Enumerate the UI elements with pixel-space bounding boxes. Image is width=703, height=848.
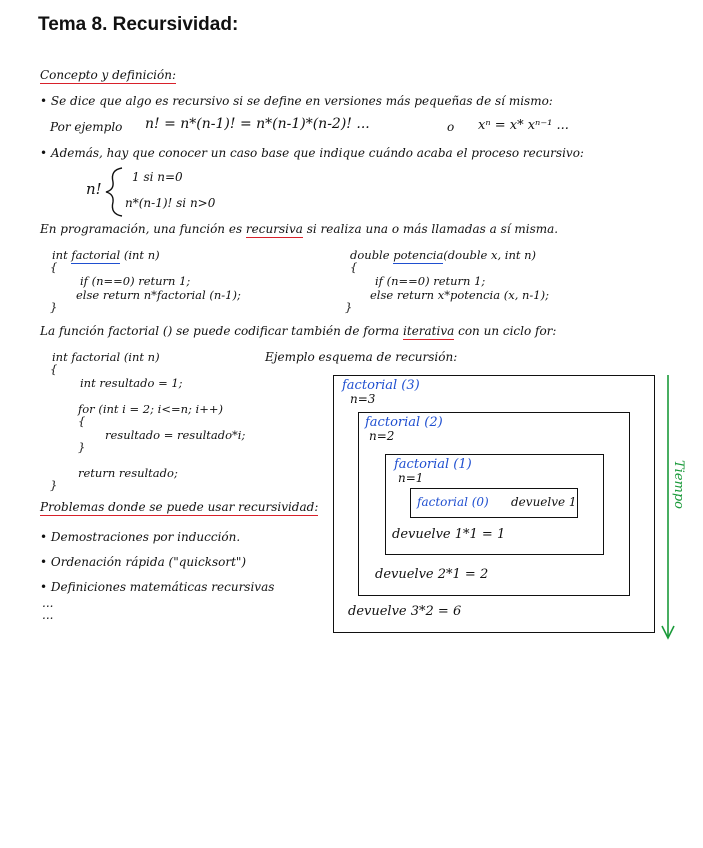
- call-return: devuelve 1*1 = 1: [392, 527, 506, 542]
- iter-signature: int factorial (int n): [52, 350, 160, 364]
- example-power: xⁿ = x* xⁿ⁻¹ ...: [478, 118, 569, 133]
- call-label: factorial (3): [342, 378, 420, 393]
- code-line: else return n*factorial (n-1);: [76, 288, 241, 302]
- bullet-caso-base: • Además, hay que conocer un caso base que indique cuándo acaba el proceso recursivo:: [40, 146, 584, 160]
- highlight-recursiva: recursiva: [245, 222, 303, 236]
- call-label: factorial (1): [394, 457, 472, 472]
- bullet-text: Además, hay que conocer un caso base que indique cuándo acaba el proceso recursivo:: [50, 146, 584, 160]
- brace-open: {: [350, 260, 358, 274]
- code-line: if (n==0) return 1;: [80, 274, 191, 288]
- call-return: devuelve 2*1 = 2: [375, 567, 489, 582]
- call-label: factorial (2): [365, 415, 443, 430]
- sig-pre: double: [350, 248, 394, 262]
- item-text: Ordenación rápida ("quicksort"): [50, 555, 247, 569]
- call-param: n=2: [369, 429, 395, 443]
- code-line: if (n==0) return 1;: [375, 274, 486, 288]
- brace-open: {: [50, 260, 58, 274]
- text-pre: La función factorial () se puede codificar también de forma: [40, 324, 404, 338]
- ellipsis: ...: [42, 608, 54, 622]
- call-return: devuelve 3*2 = 6: [348, 604, 462, 619]
- brace-close: }: [50, 478, 58, 492]
- item-text: Demostraciones por inducción.: [50, 530, 241, 544]
- esquema-title: Ejemplo esquema de recursión:: [265, 350, 458, 364]
- text-post: con un ciclo for:: [454, 324, 557, 338]
- text-pre: En programación, una función es: [40, 222, 246, 236]
- code-line: else return x*potencia (x, n-1);: [370, 288, 549, 302]
- example-factorial: n! = n*(n-1)! = n*(n-1)*(n-2)! ...: [145, 116, 370, 132]
- bullet-text: Se dice que algo es recursivo si se define en versiones más pequeñas de sí mismo:: [50, 94, 553, 108]
- call-label: factorial (0): [417, 495, 489, 509]
- bullet-recursivo: • Se dice que algo es recursivo si se define en versiones más pequeñas de sí mismo:: [40, 94, 553, 108]
- list-item: • Ordenación rápida ("quicksort"): [40, 555, 247, 569]
- example-or: o: [447, 120, 455, 134]
- text-post: si realiza una o más llamadas a sí misma.: [302, 222, 559, 236]
- heading-text: Problemas donde se puede usar recursividad:: [40, 500, 319, 514]
- piecewise-lhs: n!: [86, 180, 102, 198]
- code-line: resultado = resultado*i;: [105, 428, 246, 442]
- code-line: for (int i = 2; i<=n; i++): [78, 402, 223, 416]
- code-line: int resultado = 1;: [80, 376, 183, 390]
- highlight-iterativa: iterativa: [403, 324, 455, 338]
- section-heading-problemas: [40, 500, 318, 514]
- ellipsis: ...: [42, 596, 54, 610]
- example-label: Por ejemplo: [50, 120, 123, 134]
- brace-close: }: [78, 440, 86, 454]
- page-title: Tema 8. Recursividad:: [38, 14, 239, 35]
- item-text: Definiciones matemáticas recursivas: [50, 580, 275, 594]
- sig-pre: int: [52, 248, 72, 262]
- sig-name: factorial: [71, 248, 121, 262]
- brace-close: }: [50, 300, 58, 314]
- list-item: • Definiciones matemáticas recursivas: [40, 580, 275, 594]
- time-label: Tiempo: [671, 460, 686, 509]
- sig-name: potencia: [393, 248, 444, 262]
- brace-open: {: [50, 362, 58, 376]
- list-item: • Demostraciones por inducción.: [40, 530, 241, 544]
- heading-text: Concepto y definición:: [40, 68, 177, 82]
- call-return: devuelve 1: [511, 495, 577, 509]
- case-base: 1 si n=0: [132, 170, 183, 184]
- brace-open: {: [78, 414, 86, 428]
- brace-close: }: [345, 300, 353, 314]
- call-param: n=1: [398, 471, 424, 485]
- code-line: return resultado;: [78, 466, 178, 480]
- case-recursive: n*(n-1)! si n>0: [125, 196, 216, 210]
- sig-post: (double x, int n): [443, 248, 537, 262]
- sig-post: (int n): [120, 248, 160, 262]
- call-param: n=3: [350, 392, 376, 406]
